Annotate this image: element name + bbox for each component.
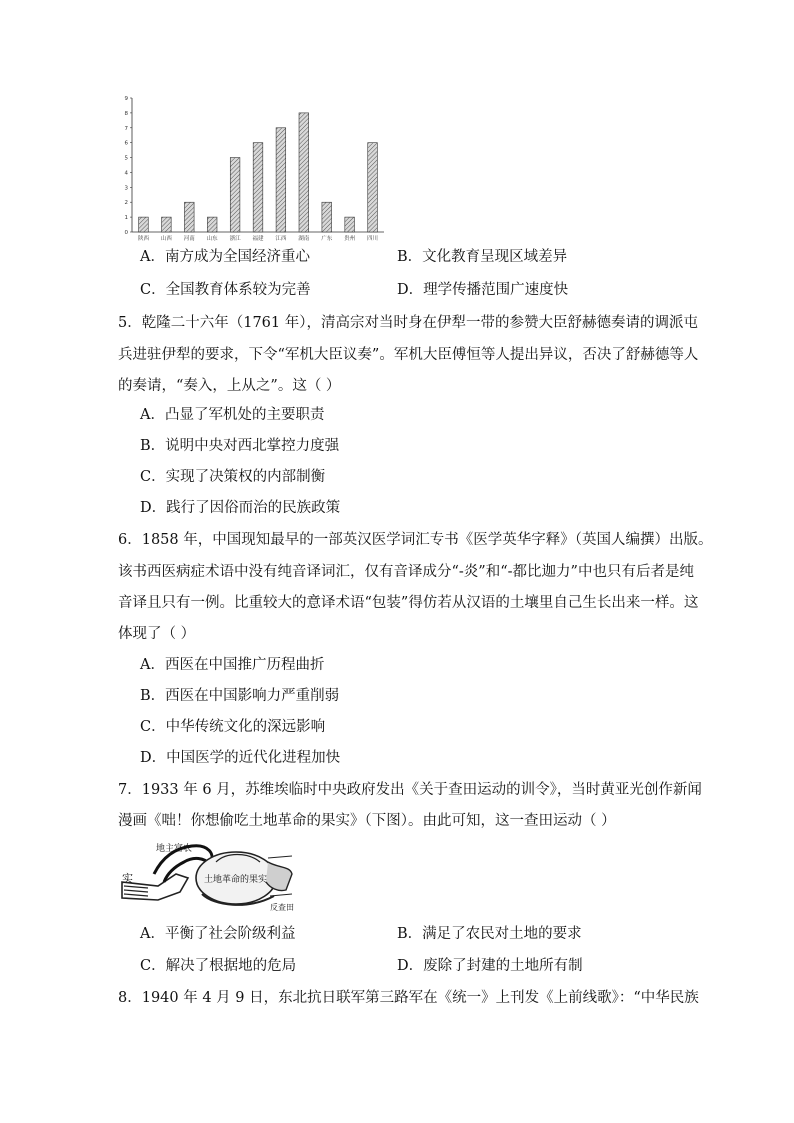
- q4-option-d: D．理学传播范围广速度快: [397, 282, 569, 298]
- cartoon-illustration: [118, 838, 294, 918]
- bar: [139, 217, 149, 232]
- bar: [207, 217, 217, 232]
- cartoon-label-hand: 实: [122, 872, 133, 885]
- q4-option-c: C．全国教育体系较为完善: [140, 282, 311, 298]
- bar: [368, 143, 378, 232]
- q5-option-c: C．实现了决策权的内部制衡: [140, 469, 326, 485]
- q6-option-a: A．西医在中国推广历程曲折: [140, 657, 325, 673]
- x-tick-label: 江西: [275, 236, 287, 242]
- q6-option-b: B．西医在中国影响力严重削弱: [140, 688, 340, 704]
- q7-option-d: D．废除了封建的土地所有制: [397, 958, 583, 974]
- y-tick-label: 4: [124, 170, 128, 177]
- y-tick-label: 6: [124, 140, 128, 147]
- q5-option-d: D．践行了因俗而治的民族政策: [140, 500, 341, 516]
- q6-stem-line-4: 体现了（ ）: [118, 626, 196, 642]
- q7-option-a: A．平衡了社会阶级利益: [140, 926, 296, 942]
- x-tick-label: 浙江: [229, 236, 241, 242]
- q5-option-b: B．说明中央对西北掌控力度强: [140, 438, 340, 454]
- bar: [322, 202, 332, 232]
- y-tick-label: 9: [124, 96, 128, 102]
- q6-stem-line-3: 音译且只有一例。比重较大的意译术语“包装”得仿若从汉语的土壤里自己生长出来一样。这: [118, 595, 699, 611]
- x-tick-label: 山东: [206, 236, 218, 242]
- x-tick-label: 福建: [252, 236, 264, 242]
- cartoon-label-top: 地主富农: [156, 844, 193, 854]
- bar: [162, 217, 172, 232]
- y-tick-label: 0: [124, 230, 128, 236]
- bar: [299, 113, 309, 232]
- q7-stem-line-1: 7．1933 年 6 月，苏维埃临时中央政府发出《关于查田运动的训令》，当时黄亚光创作新闻: [118, 782, 702, 798]
- bar-chart: [118, 92, 388, 242]
- x-tick-label: 广东: [321, 236, 333, 242]
- q5-option-a: A．凸显了军机处的主要职责: [140, 407, 325, 423]
- y-tick-label: 5: [124, 155, 128, 162]
- q6-option-d: D．中国医学的近代化进程加快: [140, 750, 341, 766]
- x-tick-label: 四川: [367, 236, 379, 242]
- cartoon-label-fruit: 土地革命的果实: [204, 875, 268, 885]
- bar: [276, 128, 286, 232]
- q7-stem-line-2: 漫画《咄！你想偷吃土地革命的果实》（下图）。由此可知，这一查田运动（ ）: [118, 813, 616, 829]
- q5-stem-line-1: 5．乾隆二十六年（1761 年），清高宗对当时身在伊犁一带的参赞大臣舒赫德奏请的调派屯: [118, 315, 698, 331]
- x-tick-label: 陕西: [137, 236, 149, 242]
- x-tick-label: 贵州: [344, 236, 356, 242]
- cartoon-label-right: 反查田: [270, 903, 294, 912]
- y-tick-label: 1: [124, 215, 128, 222]
- q5-stem-line-2: 兵进驻伊犁的要求，下令“军机大臣议奏”。军机大臣傅恒等人提出异议，否决了舒赫德等人: [118, 347, 699, 363]
- bar: [230, 158, 240, 232]
- q8-stem-line-1: 8．1940 年 4 月 9 日，东北抗日联军第三路军在《统一》上刊发《上前线歌》：“中华民族: [118, 990, 699, 1006]
- q4-option-a: A．南方成为全国经济重心: [140, 249, 310, 265]
- x-tick-label: 湖南: [298, 236, 310, 242]
- bar: [345, 217, 355, 232]
- q7-option-b: B．满足了农民对土地的要求: [397, 926, 582, 942]
- bar: [184, 202, 194, 232]
- x-tick-label: 河南: [183, 236, 195, 242]
- x-tick-label: 山西: [160, 236, 172, 242]
- bar: [253, 143, 263, 232]
- q5-stem-line-3: 的奏请，“奏入，上从之”。这（ ）: [118, 378, 341, 394]
- q6-stem-line-2: 该书西医病症术语中没有纯音译词汇，仅有音译成分“-炎”和“-都比迦力”中也只有后者是纯: [118, 564, 694, 580]
- q4-option-b: B．文化教育呈现区域差异: [397, 249, 568, 265]
- q6-option-c: C．中华传统文化的深远影响: [140, 719, 326, 735]
- y-tick-label: 8: [124, 110, 128, 117]
- y-tick-label: 7: [124, 125, 128, 132]
- y-tick-label: 3: [124, 185, 128, 192]
- q7-option-c: C．解决了根据地的危局: [140, 958, 297, 974]
- y-tick-label: 2: [124, 200, 128, 207]
- q6-stem-line-1: 6．1858 年，中国现知最早的一部英汉医学词汇专书《医学英华字释》（英国人编撰）出版。: [118, 532, 713, 548]
